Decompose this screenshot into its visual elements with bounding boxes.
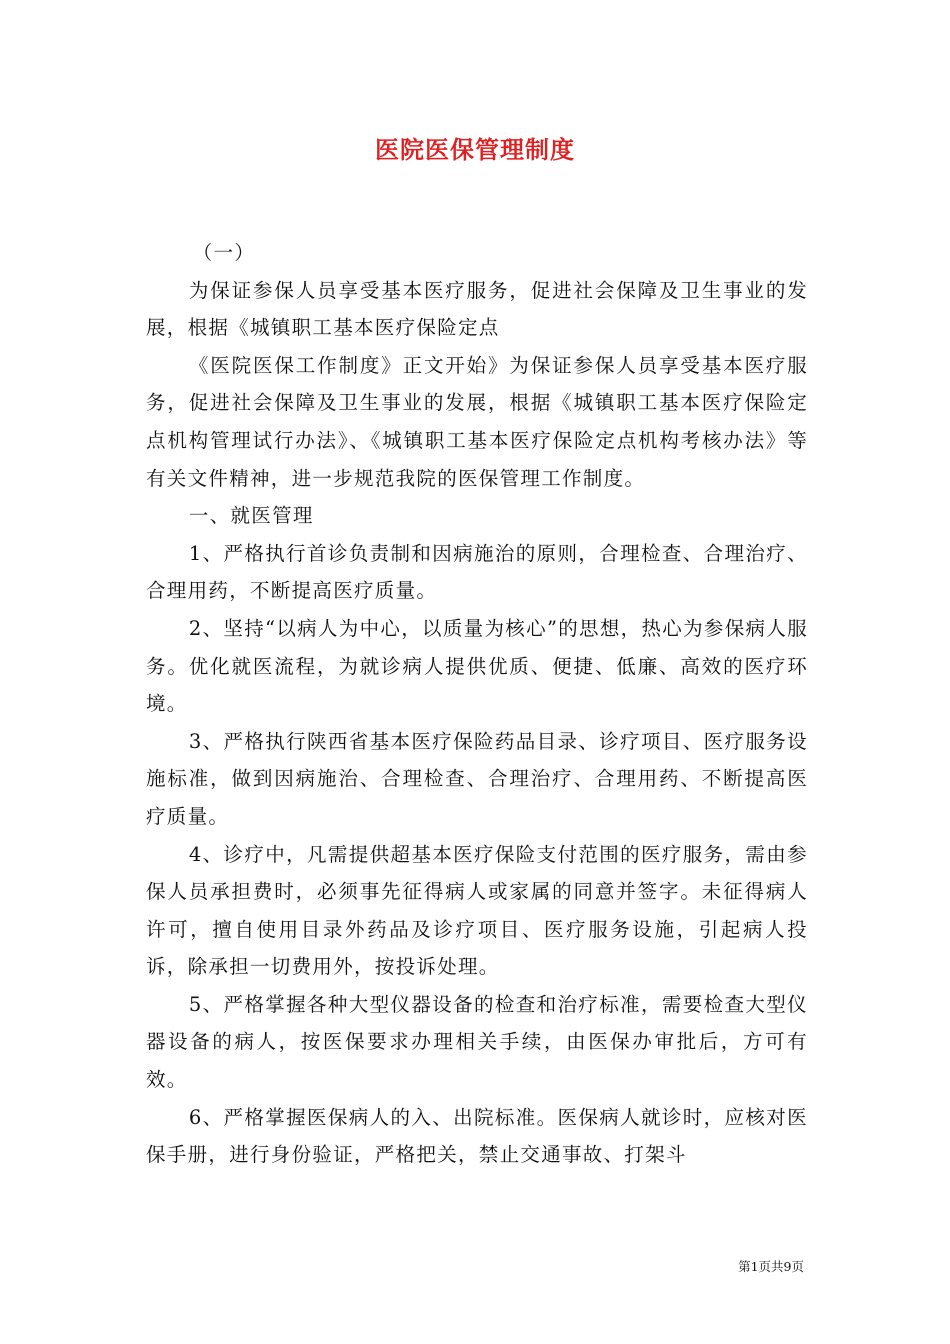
paragraph-intro: 为保证参保人员享受基本医疗服务，促进社会保障及卫生事业的发展，根据《城镇职工基本医疗保险定点 — [146, 278, 808, 340]
paragraph-item-6: 6、严格掌握医保病人的入、出院标准。医保病人就诊时，应核对医保手册，进行身份验证，严格把关，禁止交通事故、打架斗 — [146, 1105, 808, 1167]
section-marker: （一） — [192, 241, 256, 264]
document-body — [146, 234, 808, 1174]
paragraph-item-1: 1、严格执行首诊负责制和因病施治的原则，合理检查、合理治疗、合理用药，不断提高医疗质量。 — [146, 541, 808, 603]
page-number: 第1页共9页 — [738, 1259, 804, 1274]
paragraph-item-3: 3、严格执行陕西省基本医疗保险药品目录、诊疗项目、医疗服务设施标准，做到因病施治、合理检查、合理治疗、合理用药、不断提高医疗质量。 — [146, 729, 808, 828]
section-heading-medical-management: 一、就医管理 — [188, 504, 314, 528]
paragraph-item-4: 4、诊疗中，凡需提供超基本医疗保险支付范围的医疗服务，需由参保人员承担费时，必须事先征得病人或家属的同意并签字。未征得病人许可，擅自使用目录外药品及诊疗项目、医疗服务设施，引起病人投诉，除承担一切费用外，按投诉处理。 — [146, 842, 808, 979]
document-title: 医院医保管理制度 — [375, 135, 575, 164]
paragraph-item-5: 5、严格掌握各种大型仪器设备的检查和治疗标准，需要检查大型仪器设备的病人，按医保要求办理相关手续，由医保办审批后，方可有效。 — [146, 992, 808, 1092]
paragraph-body-start: 《医院医保工作制度》正文开始》为保证参保人员享受基本医疗服务，促进社会保障及卫生事业的发展，根据《城镇职工基本医疗保险定点机构管理试行办法》、《城镇职工基本医疗保险定点机构考核办法》等有关文件精神，进一步规范我院的医保管理工作制度。 — [146, 353, 808, 490]
paragraph-item-2: 2、坚持“以病人为中心，以质量为核心”的思想，热心为参保病人服务。优化就医流程，为就诊病人提供优质、便捷、低廉、高效的医疗环境。 — [146, 616, 808, 716]
